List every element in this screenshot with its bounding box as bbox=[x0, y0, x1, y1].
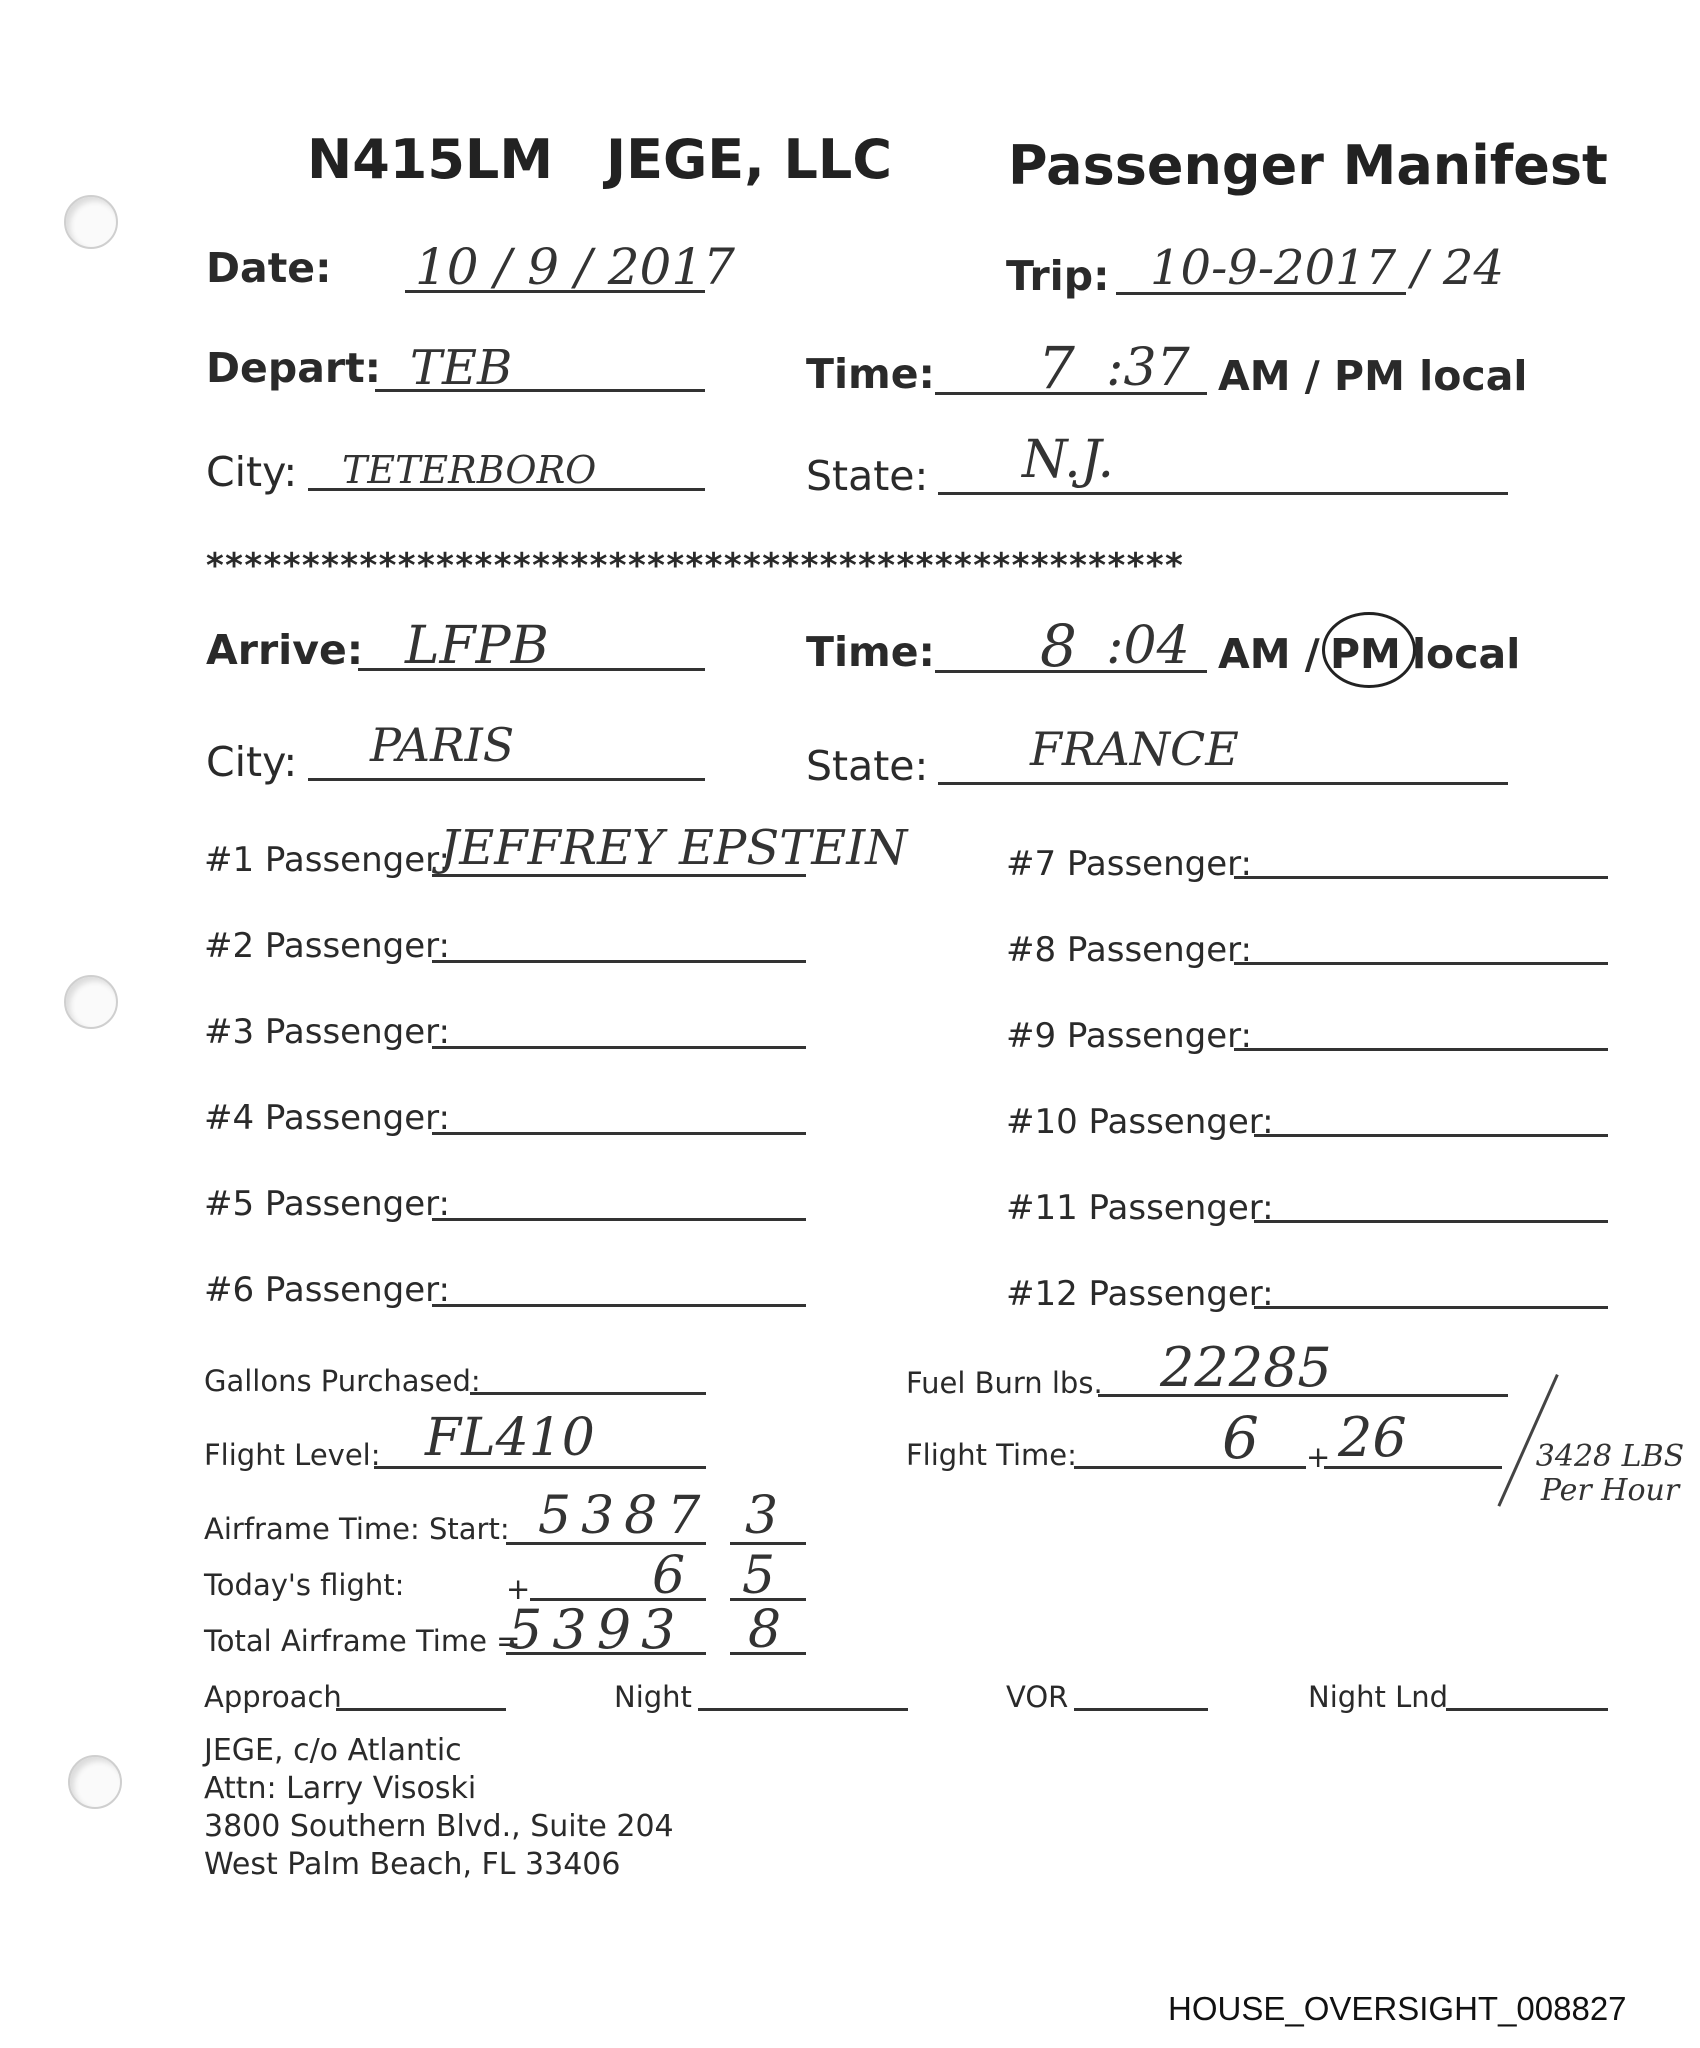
passenger-5-line[interactable] bbox=[432, 1218, 806, 1221]
flight-time-minutes: 26 bbox=[1338, 1406, 1407, 1469]
total-airframe-label: Total Airframe Time = bbox=[204, 1624, 521, 1658]
arrive-city-value: PARIS bbox=[370, 718, 515, 772]
arrive-local-label: local bbox=[1412, 630, 1521, 678]
airframe-start-decimal: 3 bbox=[745, 1486, 779, 1546]
arrive-city-line[interactable] bbox=[308, 778, 705, 781]
passenger-3-label: #3 Passenger: bbox=[204, 1012, 450, 1052]
todays-flight-label: Today's flight: bbox=[204, 1568, 405, 1602]
arrive-time-minute: :04 bbox=[1106, 616, 1190, 676]
depart-city-label: City: bbox=[206, 448, 298, 496]
address-block bbox=[204, 1732, 674, 1884]
arrive-state-value: FRANCE bbox=[1030, 722, 1239, 776]
depart-ampm: AM / PM local bbox=[1218, 352, 1528, 400]
bates-stamp: HOUSE_OVERSIGHT_008827 bbox=[1168, 1990, 1627, 2027]
address-line-3: 3800 Southern Blvd., Suite 204 bbox=[204, 1809, 674, 1844]
binder-hole-middle bbox=[64, 975, 118, 1029]
night-line[interactable] bbox=[698, 1708, 908, 1711]
todays-flight-decimal: 5 bbox=[742, 1546, 776, 1606]
date-label: Date: bbox=[206, 244, 332, 292]
trip-value: 10-9-2017 / 24 bbox=[1150, 240, 1504, 296]
depart-state-label: State: bbox=[806, 452, 929, 500]
address-line-2: Attn: Larry Visoski bbox=[204, 1771, 477, 1806]
trip-label: Trip: bbox=[1006, 252, 1110, 300]
todays-flight-plus: + bbox=[506, 1572, 531, 1606]
binder-hole-bottom bbox=[68, 1755, 122, 1809]
depart-city-value: TETERBORO bbox=[342, 448, 597, 492]
depart-state-line[interactable] bbox=[938, 492, 1508, 495]
vor-line[interactable] bbox=[1074, 1708, 1208, 1711]
passenger-3-line[interactable] bbox=[432, 1046, 806, 1049]
passenger-11-line[interactable] bbox=[1254, 1220, 1608, 1223]
gallons-label: Gallons Purchased: bbox=[204, 1364, 481, 1398]
passenger-10-line[interactable] bbox=[1254, 1134, 1608, 1137]
passenger-8-line[interactable] bbox=[1234, 962, 1608, 965]
passenger-12-line[interactable] bbox=[1254, 1306, 1608, 1309]
arrive-pm-label: PM bbox=[1330, 630, 1401, 678]
approach-label: Approach bbox=[204, 1680, 342, 1714]
approach-line[interactable] bbox=[336, 1708, 506, 1711]
address-line-1: JEGE, c/o Atlantic bbox=[204, 1733, 462, 1768]
passenger-4-line[interactable] bbox=[432, 1132, 806, 1135]
passenger-6-label: #6 Passenger: bbox=[204, 1270, 450, 1310]
total-airframe-decimal: 8 bbox=[748, 1600, 782, 1660]
passenger-11-label: #11 Passenger: bbox=[1006, 1188, 1274, 1228]
arrive-time-label: Time: bbox=[806, 628, 935, 676]
tail-number: N415LM bbox=[307, 128, 554, 191]
passenger-8-label: #8 Passenger: bbox=[1006, 930, 1252, 970]
depart-time-minute: :37 bbox=[1106, 338, 1190, 398]
depart-label: Depart: bbox=[206, 344, 382, 392]
page-title: Passenger Manifest bbox=[1008, 134, 1608, 197]
binder-hole-top bbox=[64, 195, 118, 249]
night-label: Night bbox=[614, 1680, 692, 1714]
fuel-burn-value: 22285 bbox=[1160, 1336, 1332, 1399]
todays-flight-whole: 6 bbox=[652, 1546, 686, 1606]
depart-time-label: Time: bbox=[806, 350, 935, 398]
date-value: 10 / 9 / 2017 bbox=[415, 238, 735, 296]
arrive-value: LFPB bbox=[405, 616, 549, 676]
depart-time-hour: 7 bbox=[1038, 334, 1075, 402]
flight-level-label: Flight Level: bbox=[204, 1438, 381, 1472]
gallons-line[interactable] bbox=[470, 1392, 706, 1395]
passenger-7-label: #7 Passenger: bbox=[1006, 844, 1252, 884]
total-airframe-whole: 5393 bbox=[508, 1598, 686, 1661]
night-landing-label: Night Lnd bbox=[1308, 1680, 1449, 1714]
vor-label: VOR bbox=[1006, 1680, 1069, 1714]
flight-time-plus: + bbox=[1306, 1440, 1331, 1474]
passenger-7-line[interactable] bbox=[1234, 876, 1608, 879]
passenger-2-label: #2 Passenger: bbox=[204, 926, 450, 966]
passenger-1-label: #1 Passenger: bbox=[204, 840, 450, 880]
company-name: JEGE, LLC bbox=[606, 128, 892, 191]
passenger-1-value: JEFFREY EPSTEIN bbox=[440, 820, 908, 876]
section-separator: *************************************************** bbox=[206, 546, 1185, 586]
flight-time-label: Flight Time: bbox=[906, 1438, 1077, 1472]
address-line-4: West Palm Beach, FL 33406 bbox=[204, 1847, 621, 1882]
fuel-burn-label: Fuel Burn lbs. bbox=[906, 1366, 1103, 1400]
passenger-10-label: #10 Passenger: bbox=[1006, 1102, 1274, 1142]
passenger-2-line[interactable] bbox=[432, 960, 806, 963]
arrive-am-label: AM / bbox=[1218, 630, 1320, 678]
depart-value: TEB bbox=[410, 340, 513, 396]
arrive-city-label: City: bbox=[206, 738, 298, 786]
arrive-state-label: State: bbox=[806, 742, 929, 790]
flight-time-hours-line[interactable] bbox=[1074, 1466, 1306, 1469]
arrive-time-hour: 8 bbox=[1040, 612, 1077, 680]
passenger-6-line[interactable] bbox=[432, 1304, 806, 1307]
flight-level-value: FL410 bbox=[425, 1408, 595, 1468]
airframe-start-label: Airframe Time: Start: bbox=[204, 1512, 510, 1546]
passenger-5-label: #5 Passenger: bbox=[204, 1184, 450, 1224]
passenger-9-line[interactable] bbox=[1234, 1048, 1608, 1051]
passenger-12-label: #12 Passenger: bbox=[1006, 1274, 1274, 1314]
flight-time-hours: 6 bbox=[1222, 1404, 1259, 1472]
passenger-9-label: #9 Passenger: bbox=[1006, 1016, 1252, 1056]
depart-state-value: N.J. bbox=[1022, 430, 1115, 490]
arrive-label: Arrive: bbox=[206, 626, 364, 674]
night-landing-line[interactable] bbox=[1446, 1708, 1608, 1711]
arrive-state-line[interactable] bbox=[938, 782, 1508, 785]
airframe-start-whole: 5387 bbox=[538, 1486, 711, 1546]
passenger-4-label: #4 Passenger: bbox=[204, 1098, 450, 1138]
fuel-per-hour-note: 3428 LBS Per Hour bbox=[1535, 1439, 1685, 1508]
